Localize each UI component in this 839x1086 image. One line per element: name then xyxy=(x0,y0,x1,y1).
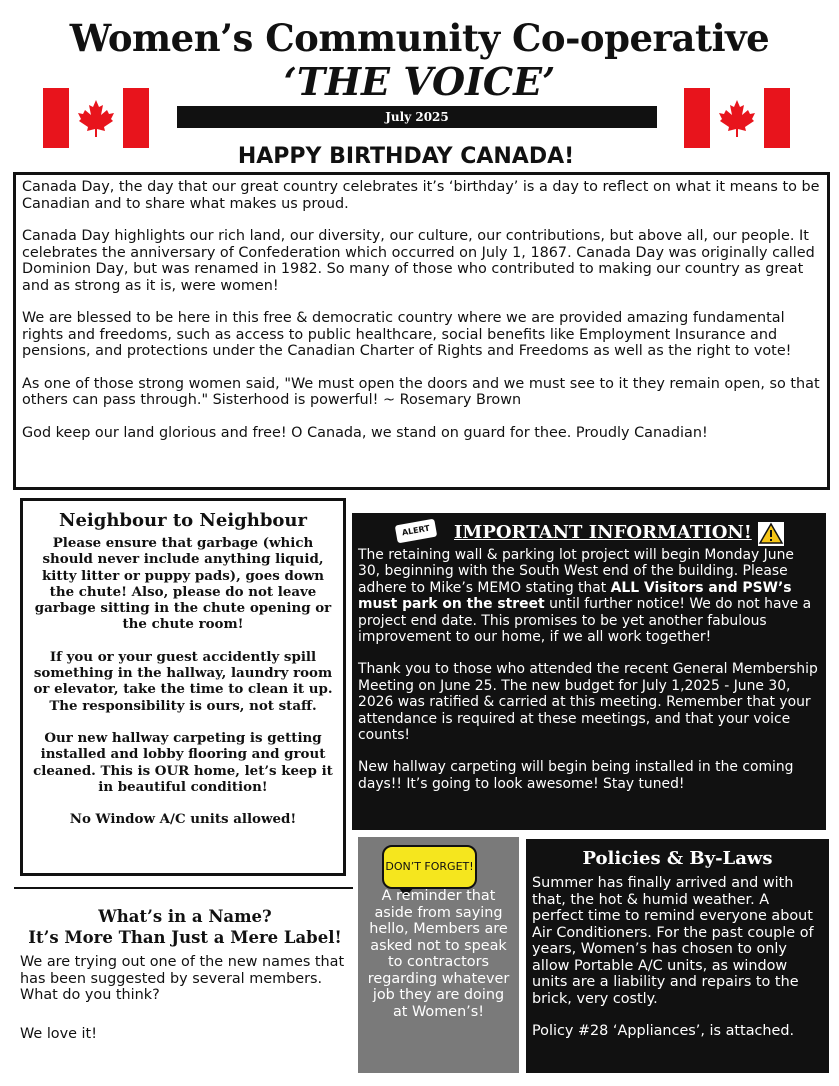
article-paragraph: Canada Day, the day that our great country celebrates it’s ‘birthday’ is a day to reflect on what it means to be Canadian and to share what makes us proud. xyxy=(22,179,820,212)
newsletter-title: Women’s Community Co-operative xyxy=(69,16,770,60)
banner-headline: HAPPY BIRTHDAY CANADA! xyxy=(237,144,575,169)
name-section-subtitle: It’s More Than Just a Mere Label! xyxy=(28,928,342,947)
newsletter-subtitle: ‘THE VOICE’ xyxy=(283,59,556,104)
name-section-closing: We love it! xyxy=(20,1025,97,1042)
neighbour-paragraph: Our new hallway carpeting is getting installed and lobby flooring and grout cleaned. This is OUR home, let’s keep it in beautiful condition! xyxy=(33,729,333,795)
name-section xyxy=(20,906,350,1042)
reminder-section xyxy=(358,837,519,1073)
reminder-text: A reminder that aside from saying hello, Members are asked not to speak to contractors regarding whatever job they are doing at Women’s! xyxy=(367,888,510,1020)
policies-section xyxy=(526,839,829,1073)
policies-title: Policies & By-Laws xyxy=(582,848,773,869)
article-paragraph: God keep our land glorious and free! O Canada, we stand on guard for thee. Proudly Canadian! xyxy=(22,424,708,441)
neighbour-section xyxy=(20,498,346,876)
important-title: IMPORTANT INFORMATION! xyxy=(454,522,752,543)
issue-date-bar xyxy=(177,106,657,128)
neighbour-paragraph: No Window A/C units allowed! xyxy=(69,811,297,828)
important-header xyxy=(358,519,820,547)
important-paragraph: New hallway carpeting will begin being installed in the coming days!! It’s going to look awesome! Stay tuned! xyxy=(358,759,794,792)
article-paragraph: As one of those strong women said, "We must open the doors and we must see to it they remain open, so that others can pass through." Sisterhood is powerful! ~ Rosemary Brown xyxy=(22,375,820,408)
article-paragraph: We are blessed to be here in this free & democratic country where we are provided amazing fundamental rights and freedoms, such as access to public healthcare, social benefits like Employment Insurance and pensions, and protections under the Canadian Charter of Rights and Freedoms as well as the right to vote! xyxy=(22,310,792,359)
warning-icon xyxy=(758,522,784,546)
name-section-title: What’s in a Name? xyxy=(98,907,272,926)
policies-paragraph: Summer has finally arrived and with that, the hot & humid weather. A perfect time to remind everyone about Air Conditioners. For the past couple of years, Women’s has chosen to only allow Portable A/C units, as window units are a liability and repairs to the brick, very costly. xyxy=(532,875,814,1007)
issue-date: July 2025 xyxy=(385,110,449,124)
maple-leaf-icon xyxy=(76,98,116,138)
section-divider xyxy=(14,887,353,889)
name-section-text: We are trying out one of the new names that has been suggested by several members. What do you think? xyxy=(20,954,345,1003)
article-paragraph: Canada Day highlights our rich land, our diversity, our culture, our contributions, but above all, our people. It celebrates the anniversary of Confederation which occurred on July 1, 1867. Canada Day was originally called Dominion Day, but was renamed in 1982. So many of those who contributed to making our country as great and as strong as it is, were women! xyxy=(22,228,815,294)
neighbour-paragraph: If you or your guest accidently spill something in the hallway, laundry room or elevator, take the time to clean it up. The responsibility is ours, not staff. xyxy=(33,648,333,714)
important-paragraph: Thank you to those who attended the recent General Membership Meeting on June 25. The new budget for July 1,2025 - June 30, 2026 was ratified & carried at this meeting. Remember that your attendance is required at these meetings, and that your voice counts! xyxy=(358,661,818,744)
alert-badge: ALERT xyxy=(395,519,438,544)
policies-paragraph: Policy #28 ‘Appliances’, is attached. xyxy=(532,1023,795,1039)
dont-forget-bubble: DON’T FORGET! xyxy=(382,845,477,889)
canada-flag-left xyxy=(43,88,149,148)
important-information xyxy=(352,513,826,830)
main-article xyxy=(13,172,830,490)
maple-leaf-icon xyxy=(717,98,757,138)
canada-flag-right xyxy=(684,88,790,148)
neighbour-title: Neighbour to Neighbour xyxy=(58,510,307,531)
important-paragraph: The retaining wall & parking lot project will begin Monday June 30, beginning with the South West end of the building. Please adhere to Mike’s MEMO stating that ALL Visitors and PSW’s must park on the street until further notice! We do not have a project end date. This promises to be yet another fabulous improvement to our home, if we all work together! xyxy=(358,547,812,646)
neighbour-paragraph: Please ensure that garbage (which should never include anything liquid, kitty litter or puppy pads), goes down the chute! Also, please do not leave garbage sitting in the chute opening or the chute room! xyxy=(34,535,332,633)
